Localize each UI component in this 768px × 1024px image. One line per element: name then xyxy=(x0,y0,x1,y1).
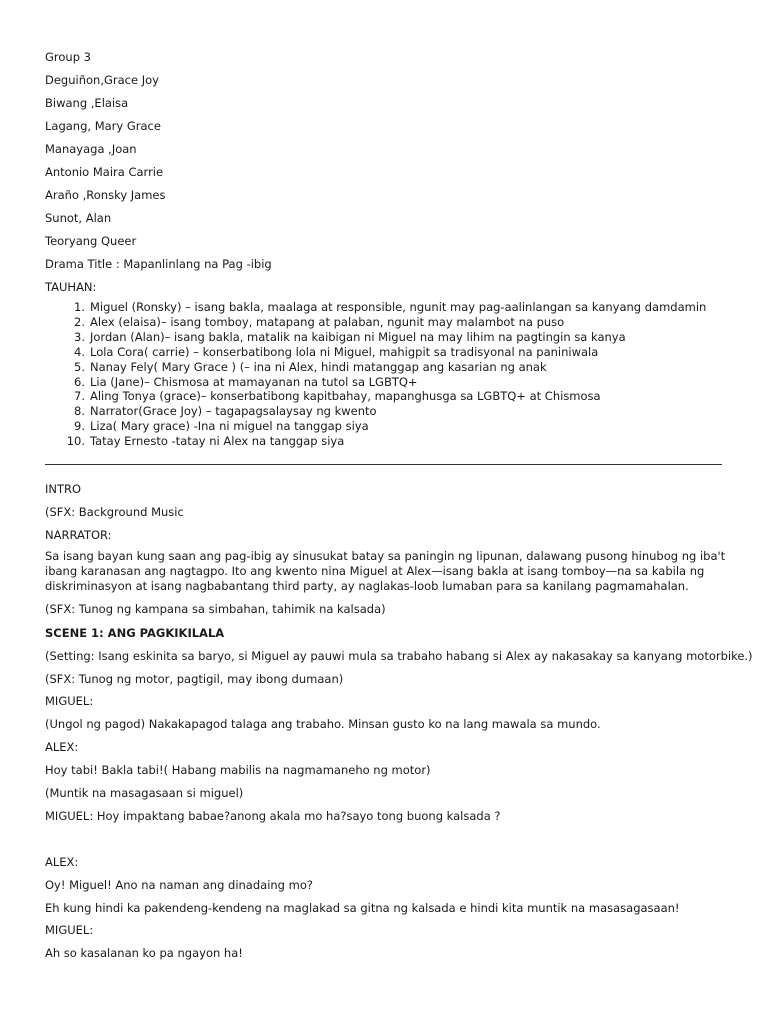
list-text: Alex (elaisa)– isang tomboy, matapang at palaban, ngunit may malambot na puso xyxy=(90,314,565,329)
list-number: 9. xyxy=(74,419,85,434)
list-number: 7. xyxy=(74,389,85,404)
list-number: 8. xyxy=(74,404,85,419)
member-name: Deguiñon,Grace Joy xyxy=(45,73,159,87)
dialogue-line: Eh kung hindi ka pakendeng-kendeng na maglakad sa gitna ng kalsada e hindi kita muntik na masasagasaan! xyxy=(45,901,680,915)
list-item xyxy=(45,315,706,330)
drama-title: Drama Title : Mapanlinlang na Pag -ibig xyxy=(45,257,272,271)
member-name: Biwang ,Elaisa xyxy=(45,96,129,110)
member-name: Manayaga ,Joan xyxy=(45,142,137,156)
theory-label: Teoryang Queer xyxy=(45,234,137,248)
member-name: Sunot, Alan xyxy=(45,211,112,225)
member-name: Lagang, Mary Grace xyxy=(45,119,161,133)
list-item xyxy=(45,434,706,449)
list-text: Lia (Jane)– Chismosa at mamayanan na tutol sa LGBTQ+ xyxy=(90,374,418,389)
tauhan-heading: TAUHAN: xyxy=(45,280,97,294)
list-text: Aling Tonya (grace)– konserbatibong kapitbahay, mapanghusga sa LGBTQ+ at Chismosa xyxy=(90,389,601,404)
member-name: Araño ,Ronsky James xyxy=(45,188,166,202)
list-number: 5. xyxy=(74,359,85,374)
narration-paragraph: Sa isang bayan kung saan ang pag-ibig ay sinusukat batay sa paningin ng lipunan, dalawang pusong hinubog ng iba't ibang karanasan ang nagtagpo. Ito ang kwento nina Miguel at Alex—isang bakla at isang tomboy—na sa kabila ng diskriminasyon at isang nagbabantang third party, ay naglakas-loob lumaban para sa kanilang pagmamahalan. xyxy=(45,549,726,593)
list-item xyxy=(45,389,706,404)
speaker-label: NARRATOR: xyxy=(45,528,112,542)
speaker-label: ALEX: xyxy=(45,740,79,754)
stage-direction: (Muntik na masagasaan si miguel) xyxy=(45,786,244,800)
list-item xyxy=(45,330,706,345)
list-item xyxy=(45,375,706,390)
scene-heading: SCENE 1: ANG PAGKIKILALA xyxy=(45,626,225,640)
list-text: Nanay Fely( Mary Grace ) (– ina ni Alex, hindi matanggap ang kasarian ng anak xyxy=(90,359,547,374)
dialogue-line: Oy! Miguel! Ano na naman ang dinadaing mo? xyxy=(45,878,313,892)
list-number: 10. xyxy=(66,434,85,449)
list-number: 1. xyxy=(74,300,85,314)
sfx-cue: (SFX: Tunog ng kampana sa simbahan, tahimik na kalsada) xyxy=(45,602,386,616)
stage-direction: (Setting: Isang eskinita sa baryo, si Miguel ay pauwi mula sa trabaho habang si Alex ay nakasakay sa kanyang motorbike.) xyxy=(45,649,753,663)
speaker-label: MIGUEL: xyxy=(45,923,94,937)
speaker-label: ALEX: xyxy=(45,855,79,869)
list-item xyxy=(45,419,706,434)
list-item xyxy=(45,404,706,419)
list-number: 4. xyxy=(74,344,85,359)
list-text: Jordan (Alan)– isang bakla, matalik na kaibigan ni Miguel na may lihim na pagtingin sa kanya xyxy=(90,329,626,344)
list-text: Lola Cora( carrie) – konserbatibong lola ni Miguel, mahigpit sa tradisyonal na paniniwala xyxy=(90,344,599,359)
dialogue-line: Hoy tabi! Bakla tabi!( Habang mabilis na nagmamaneho ng motor) xyxy=(45,763,431,777)
group-label: Group 3 xyxy=(45,50,91,64)
intro-heading: INTRO xyxy=(45,482,82,496)
list-text: Liza( Mary grace) -Ina ni miguel na tanggap siya xyxy=(90,419,369,434)
list-text: Tatay Ernesto -tatay ni Alex na tanggap siya xyxy=(90,434,345,449)
list-number: 2. xyxy=(74,314,85,329)
list-item xyxy=(45,345,706,360)
sfx-cue: (SFX: Tunog ng motor, pagtigil, may ibong dumaan) xyxy=(45,672,344,686)
list-text: Narrator(Grace Joy) – tagapagsalaysay ng kwento xyxy=(90,404,377,419)
member-name: Antonio Maira Carrie xyxy=(45,165,164,179)
dialogue-line: MIGUEL: Hoy impaktang babae?anong akala mo ha?sayo tong buong kalsada ? xyxy=(45,809,501,823)
list-text: Miguel (Ronsky) – isang bakla, maalaga at responsible, ngunit may pag-aalinlangan sa kanyang damdamin xyxy=(90,300,707,314)
dialogue-line: (Ungol ng pagod) Nakakapagod talaga ang trabaho. Minsan gusto ko na lang mawala sa mundo. xyxy=(45,717,601,731)
dialogue-line: Ah so kasalanan ko pa ngayon ha! xyxy=(45,946,243,960)
speaker-label: MIGUEL: xyxy=(45,694,94,708)
list-number: 6. xyxy=(74,374,85,389)
sfx-cue: (SFX: Background Music xyxy=(45,505,184,519)
list-number: 3. xyxy=(74,329,85,344)
list-item xyxy=(45,300,706,315)
character-list xyxy=(45,300,706,449)
list-item xyxy=(45,360,706,375)
section-divider xyxy=(45,464,722,465)
